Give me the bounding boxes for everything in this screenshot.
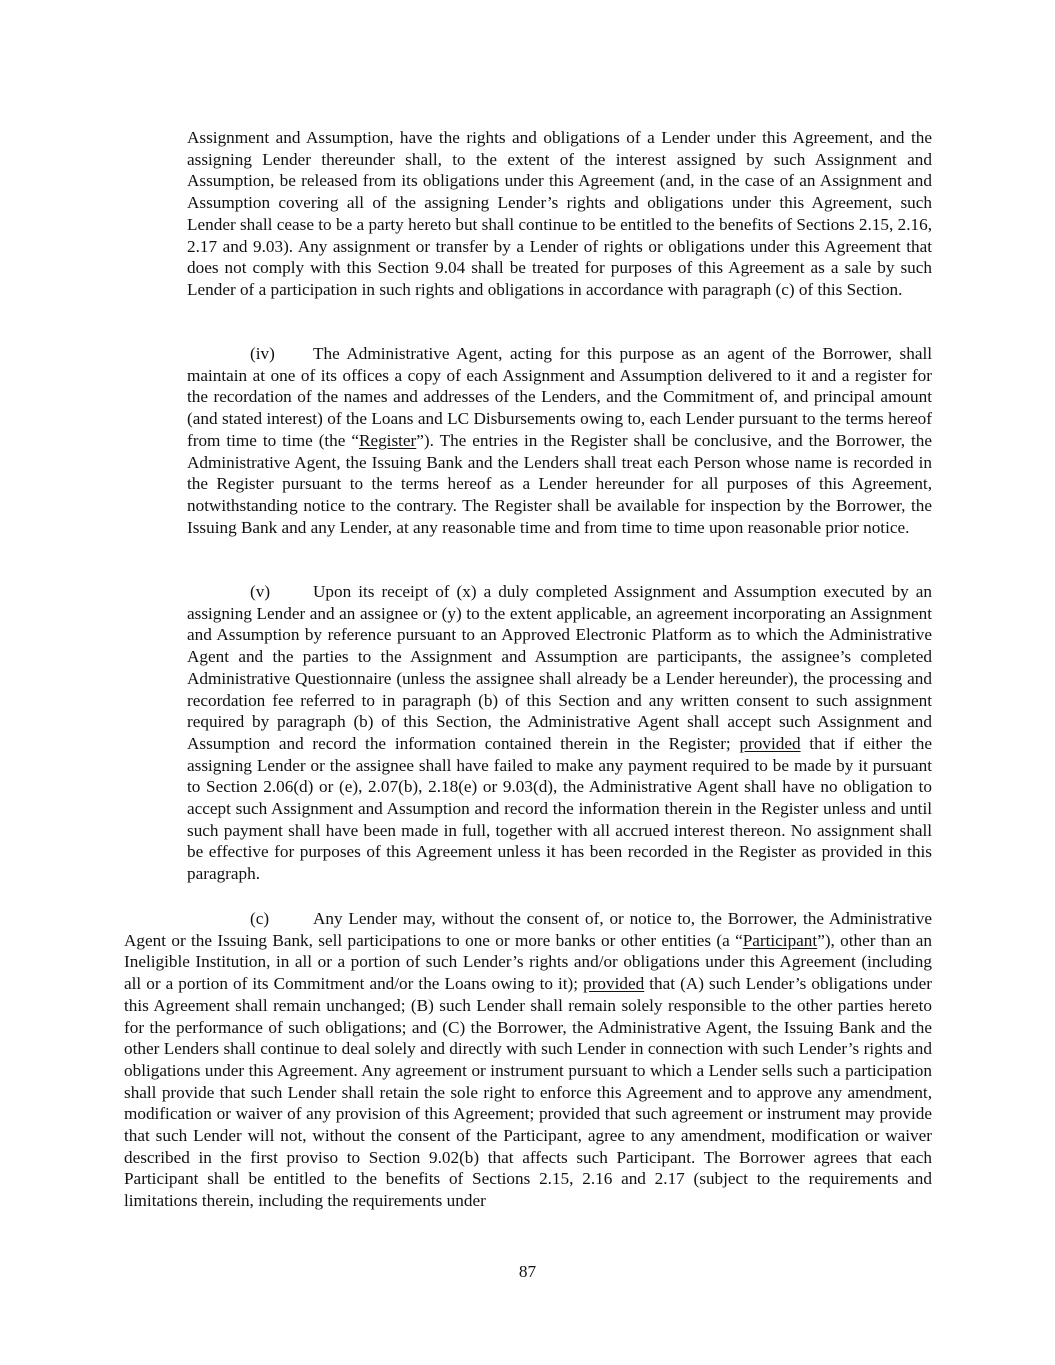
paragraph-text: ”). The entries in the Register shall be conclusive, and the Borrower, the Administrative Agent, the Issuing Bank and the Lenders shall treat each Person whose name is recorded in the Register pursuant to the terms hereof as a Lender hereunder for all purposes of this Agreement, notwithstanding notice to the contrary. The Register shall be available for inspection by the Borrower, the Issuing Bank and any Lender, at any reasonable time and from time to time upon reasonable prior notice. — [187, 430, 932, 537]
paragraph-text: that (A) such Lender’s obligations under this Agreement shall remain unchanged; (B) such Lender shall remain solely responsible to the other parties hereto for the performance of such obligations; and (C) the Borrower, the Administrative Agent, the Issuing Bank and the other Lenders shall continue to deal solely and directly with such Lender in connection with such Lender’s rights and obligations under this Agreement. Any agreement or instrument pursuant to which a Lender sells such a participation shall provide that such Lender shall retain the sole right to enforce this Agreement and to approve any amendment, modification or waiver of any provision of this Agreement; provided that such agreement or instrument may provide that such Lender will not, without the consent of the Participant, agree to any amendment, modification or waiver described in the first proviso to Section 9.02(b) that affects such Participant. The Borrower agrees that each Participant shall be entitled to the benefits of Sections 2.15, 2.16 and 2.17 (subject to the requirements and limitations therein, including the requirements under — [124, 974, 932, 1211]
paragraph-v — [187, 581, 932, 885]
paragraph-continuation — [187, 127, 932, 301]
paragraph-number: (iv) — [250, 344, 275, 363]
defined-term-participant: Participant — [742, 930, 818, 950]
paragraph-text: Any Lender may, without the consent of, or notice to, the Borrower, the Administrative Agent or the Issuing Bank, sell participations to one or more banks or other entities (a “ — [124, 909, 932, 950]
paragraph-text: ”), other than an Ineligible Institution, in all or a portion of such Lender’s rights and/or obligations under this Agreement (including all or a portion of its Commitment and/or the Loans owing to it); — [124, 930, 933, 994]
proviso-term: provided — [739, 733, 801, 753]
paragraph-text: that if either the assigning Lender or the assignee shall have failed to make any payment required to be made by it pursuant to Section 2.06(d) or (e), 2.07(b), 2.18(e) or 9.03(d), the Administrative Agent shall have no obligation to accept such Assignment and Assumption and record the information therein in the Register unless and until such payment shall have been made in full, together with all accrued interest thereon. No assignment shall be effective for purposes of this Agreement unless it has been recorded in the Register as provided in this paragraph. — [187, 733, 932, 884]
paragraph-text: The Administrative Agent, acting for this purpose as an agent of the Borrower, shall maintain at one of its offices a copy of each Assignment and Assumption delivered to it and a register for the recordation of the names and addresses of the Lenders, and the Commitment of, and principal amount (and stated interest) of the Loans and LC Disbursements owing to, each Lender pursuant to the terms hereof from time to time (the “ — [187, 344, 932, 450]
paragraph-number: (v) — [250, 582, 271, 601]
paragraph-c — [124, 908, 932, 1212]
paragraph-iv — [187, 343, 932, 538]
paragraph-text: Assignment and Assumption, have the rights and obligations of a Lender under this Agreement, and the assigning Lender thereunder shall, to the extent of the interest assigned by such Assignment and Assumption, be released from its obligations under this Agreement (and, in the case of an Assignment and Assumption covering all of the assigning Lender’s rights and obligations under this Agreement, such Lender shall cease to be a party hereto but shall continue to be entitled to the benefits of Sections 2.15, 2.16, 2.17 and 9.03). Any assignment or transfer by a Lender of rights or obligations under this Agreement that does not comply with this Section 9.04 shall be treated for purposes of this Agreement as a sale by such Lender of a participation in such rights and obligations in accordance with paragraph (c) of this Section. — [187, 128, 932, 299]
paragraph-text: Upon its receipt of (x) a duly completed Assignment and Assumption executed by an assigning Lender and an assignee or (y) to the extent applicable, an agreement incorporating an Assignment and Assumption by reference pursuant to an Approved Electronic Platform as to which the Administrative Agent and the parties to the Assignment and Assumption are participants, the assignee’s completed Administrative Questionnaire (unless the assignee shall already be a Lender hereunder), the processing and recordation fee referred to in paragraph (b) of this Section and any written consent to such assignment required by paragraph (b) of this Section, the Administrative Agent shall accept such Assignment and Assumption and record the information contained therein in the Register; — [187, 582, 932, 753]
proviso-term: provided — [583, 974, 645, 994]
defined-term-register: Register — [359, 430, 417, 450]
page-number: 87 — [518, 1262, 537, 1281]
paragraph-number: (c) — [250, 909, 270, 928]
